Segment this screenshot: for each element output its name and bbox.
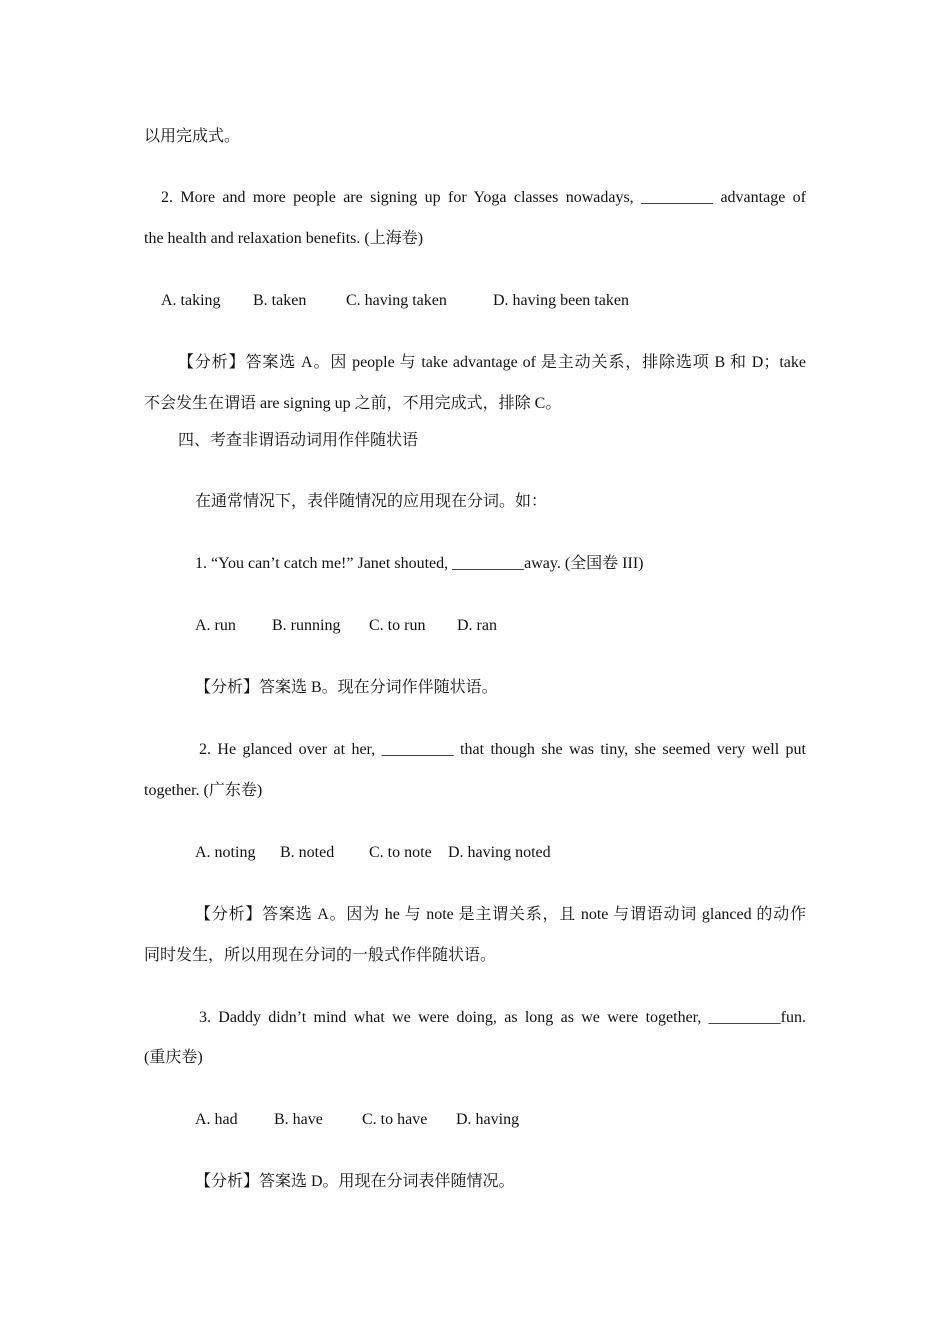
text-line: 以用完成式。 [144,128,241,145]
option-d: D. having been taken [493,292,629,309]
question-2-stem-line-1: 2. More and more people are signing up for Yoga classes nowadays, _________ advantage of [161,189,806,206]
question-3-stem-line-2: (重庆卷) [144,1049,203,1066]
option-b: B. taken [253,292,307,309]
question-2-stem-line-2: the health and relaxation benefits. (上海卷) [144,230,424,247]
analysis-line-1: 【分析】答案选 A。因 people 与 take advantage of 是主动关系，排除选项 B 和 D；take [178,354,806,371]
question-1-stem: 1. “You can’t catch me!” Janet shouted, _________away. (全国卷 III) [195,555,644,572]
option-c: C. to note [369,844,432,861]
analysis-line-2: 同时发生，所以用现在分词的一般式作伴随状语。 [144,947,497,964]
analysis-line-2: 不会发生在谓语 are signing up 之前，不用完成式，排除 C。 [144,395,562,412]
question-2-stem-line-2: together. (广东卷) [144,782,263,799]
analysis-line: 【分析】答案选 B。现在分词作伴随状语。 [195,679,498,696]
option-a: A. noting [195,844,256,861]
option-c: C. to have [362,1111,428,1128]
option-b: B. running [272,617,341,634]
section-intro: 在通常情况下，表伴随情况的应用现在分词。如： [195,493,548,510]
option-d: D. having [456,1111,520,1128]
question-2-stem-line-1: 2. He glanced over at her, _________ that though she was tiny, she seemed very well put [199,741,806,758]
question-3-stem-line-1: 3. Daddy didn’t mind what we were doing, as long as we were together, _________fun. [199,1009,806,1026]
option-c: C. to run [369,617,426,634]
option-d: D. having noted [448,844,551,861]
option-d: D. ran [457,617,497,634]
analysis-line: 【分析】答案选 D。用现在分词表伴随情况。 [195,1173,515,1190]
option-a: A. run [195,617,236,634]
option-a: A. had [195,1111,238,1128]
option-b: B. have [274,1111,323,1128]
option-c: C. having taken [346,292,447,309]
section-heading: 四、考查非谓语动词用作伴随状语 [178,432,419,449]
option-b: B. noted [280,844,335,861]
option-a: A. taking [161,292,221,309]
analysis-line-1: 【分析】答案选 A。因为 he 与 note 是主谓关系，且 note 与谓语动词 glanced 的动作 [195,906,806,923]
